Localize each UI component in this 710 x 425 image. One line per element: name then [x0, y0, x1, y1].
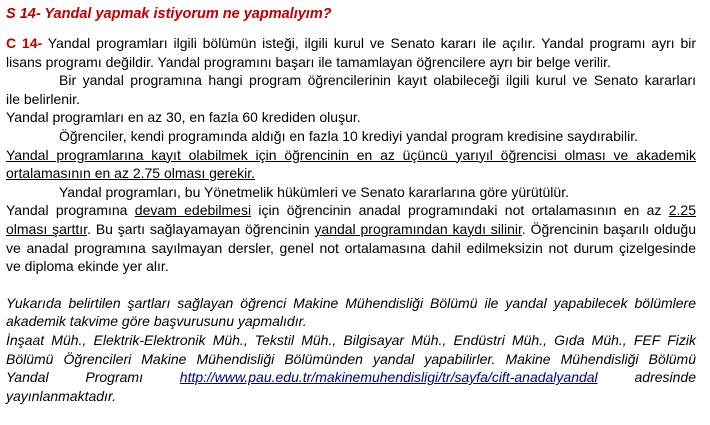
note-line-5 — [6, 368, 696, 387]
text-segment: için öğrencinin anadal programındaki not ortalamasının en az — [251, 202, 669, 219]
answer-line-9: Yandal programları, bu Yönetmelik hükümleri ve Senato kararlarına göre yürütülür. — [59, 183, 569, 200]
note-line-1: Yukarıda belirtilen şartları sağlayan öğrenci Makine Mühendisliği Bölümü ile yandal yapabilecek bölümlere — [6, 294, 696, 311]
text-segment: . Öğrencinin başarılı olduğu — [521, 220, 696, 237]
note-line-3: İnşaat Müh., Elektrik-Elektronik Müh., Tekstil Müh., Bilgisayar Müh., Endüstri Müh., Gıda Müh., FEF Fizik — [6, 331, 696, 348]
answer-line-8 — [6, 164, 696, 183]
answer-line-7: Yandal programlarına kayıt olabilmek için öğrencinin en az üçüncü yarıyıl öğrencisi olması ve akademik — [6, 146, 696, 163]
faq-document — [6, 2, 696, 405]
answer-line-11 — [6, 220, 696, 239]
text-segment: adresinde — [634, 369, 696, 386]
text-segment: Yandal programına — [6, 202, 135, 219]
note-line-2: akademik takvime göre başvurusunu yapmalıdır. — [6, 313, 307, 330]
answer-line-5: Yandal programları en az 30, en fazla 60 krediden oluşur. — [6, 109, 361, 126]
answer-line-10 — [6, 201, 696, 220]
text-segment: Yandal Programı — [6, 369, 143, 386]
department-link[interactable]: http://www.pau.edu.tr/makinemuhendisligi/tr/sayfa/cift-anadalyandal — [179, 369, 598, 386]
note-line-4: Bölümü Öğrencileri Makine Mühendisliği Bölümünden yandal yapabilirler. Makine Mühendisliği Bölümü — [6, 350, 696, 367]
answer-line-3: Bir yandal programına hangi program öğrencilerinin kayıt olabileceği ilgili kurul ve Senato kararları — [59, 72, 696, 89]
underlined-text: ortalamasının en az 2.75 olması gerekir. — [6, 165, 256, 182]
underlined-text: olması şarttır — [6, 220, 88, 237]
answer-line-4: ile belirlenir. — [6, 90, 80, 107]
underlined-text: yandal programından kaydı silinir — [314, 220, 522, 237]
answer-line-12: ve anadal programına sayılmayan dersler, genel not ortalamasına dahil edilmeksizin not durum çizelgesinde — [6, 239, 696, 256]
answer-line-1 — [6, 34, 696, 53]
spacer — [6, 276, 696, 294]
spacer — [6, 26, 696, 34]
answer-line-6: Öğrenciler, kendi programında aldığı en fazla 10 krediyi yandal program kredisine saydırabilir. — [59, 127, 638, 144]
answer-line-13: ve diploma ekinde yer alır. — [6, 258, 169, 275]
answer-line-2: lisans programı değildir. Yandal programını başarı ile tamamlayan öğrencilere ayrı bir belge verilir. — [6, 53, 611, 70]
note-line-6: yayınlanmaktadır. — [6, 387, 116, 404]
answer-text: Yandal programları ilgili bölümün isteği, ilgili kurul ve Senato kararı ile açılır. Yandal programı ayrı bir — [42, 35, 697, 51]
question-title: S 14- Yandal yapmak istiyorum ne yapmalıyım? — [6, 6, 332, 22]
underlined-text: 2.25 — [668, 202, 696, 219]
text-segment: . Bu şartı sağlayamayan öğrencinin — [87, 220, 315, 237]
underlined-text: devam edebilmesi — [134, 202, 252, 219]
answer-label: C 14- — [6, 35, 43, 51]
